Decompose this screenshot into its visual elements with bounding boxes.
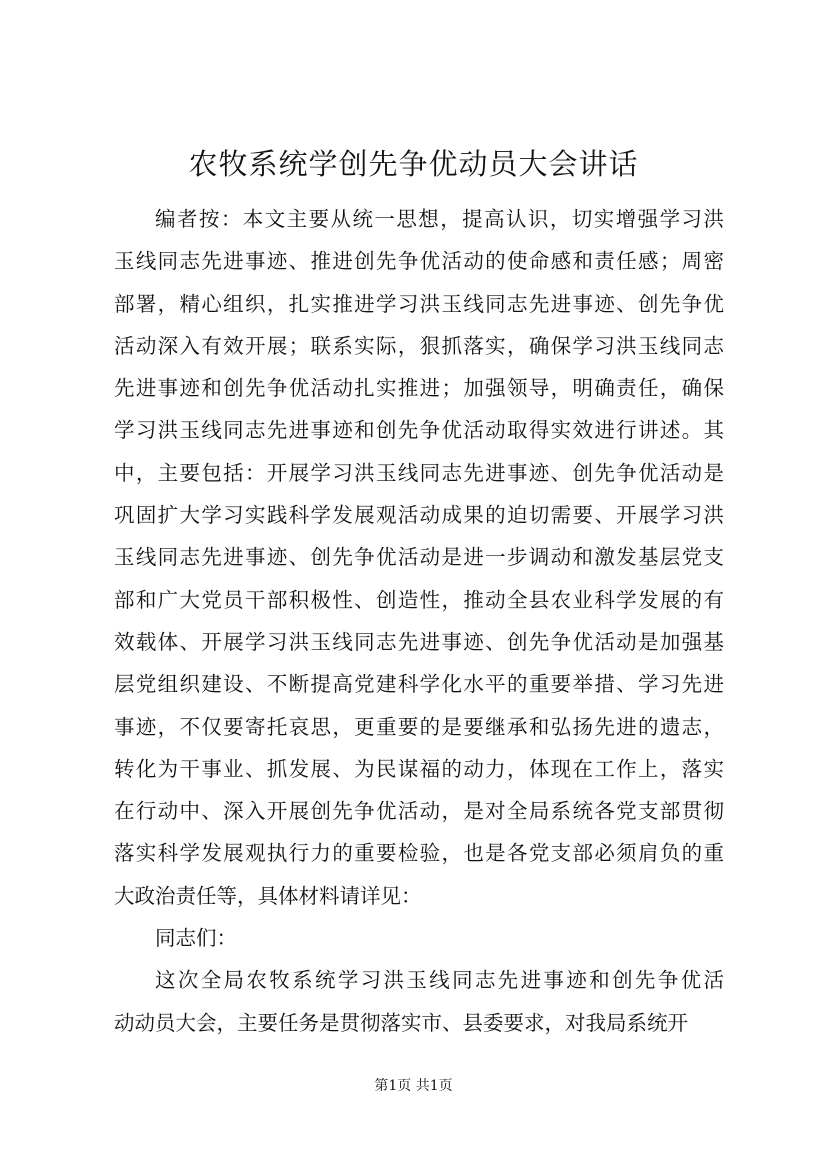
text-line: 活动深入有效开展；联系实际，狠抓落实，确保学习洪玉线同志 — [114, 333, 724, 358]
paragraph-salutation — [114, 917, 724, 959]
text-line: 落实科学发展观执行力的重要检验，也是各党支部必须肩负的重 — [114, 841, 724, 866]
document-title: 农牧系统学创先争优动员大会讲话 — [188, 147, 639, 181]
text-line: 部署，精心组织，扎实推进学习洪玉线同志先进事迹、创先争优 — [114, 291, 724, 316]
text-line: 这次全局农牧系统学习洪玉线同志先进事迹和创先争优活 — [155, 968, 724, 993]
paragraph-editor-note — [114, 198, 724, 917]
text-line: 玉线同志先进事迹、推进创先争优活动的使命感和责任感；周密 — [114, 249, 724, 274]
text-line: 转化为干事业、抓发展、为民谋福的动力，体现在工作上，落实 — [114, 756, 724, 781]
document-body — [114, 198, 724, 1044]
text-line: 编者按：本文主要从统一思想，提高认识，切实增强学习洪 — [155, 207, 724, 231]
text-line: 学习洪玉线同志先进事迹和创先争优活动取得实效进行讲述。其 — [114, 418, 724, 443]
text-line: 先进事迹和创先争优活动扎实推进；加强领导，明确责任，确保 — [114, 376, 724, 401]
paragraph-speech-opening — [114, 959, 724, 1044]
text-line: 巩固扩大学习实践科学发展观活动成果的迫切需要、开展学习洪 — [114, 503, 724, 528]
text-line: 部和广大党员干部积极性、创造性，推动全县农业科学发展的有 — [114, 587, 724, 612]
text-line: 大政治责任等，具体材料请详见： — [114, 883, 422, 908]
text-line: 在行动中、深入开展创先争优活动，是对全局系统各党支部贯彻 — [114, 799, 724, 824]
text-line: 玉线同志先进事迹、创先争优活动是进一步调动和激发基层党支 — [114, 545, 724, 570]
text-line: 效载体、开展学习洪玉线同志先进事迹、创先争优活动是加强基 — [114, 629, 724, 654]
text-line: 同志们： — [155, 926, 237, 951]
text-line: 层党组织建设、不断提高党建科学化水平的重要举措、学习先进 — [114, 672, 724, 697]
text-line: 动动员大会，主要任务是贯彻落实市、县委要求，对我局系统开 — [114, 1010, 688, 1035]
text-line: 中，主要包括：开展学习洪玉线同志先进事迹、创先争优活动是 — [114, 460, 724, 485]
text-line: 事迹，不仅要寄托哀思，更重要的是要继承和弘扬先进的遗志， — [114, 714, 724, 739]
page-footer: 第1页 共1页 — [374, 1078, 453, 1094]
